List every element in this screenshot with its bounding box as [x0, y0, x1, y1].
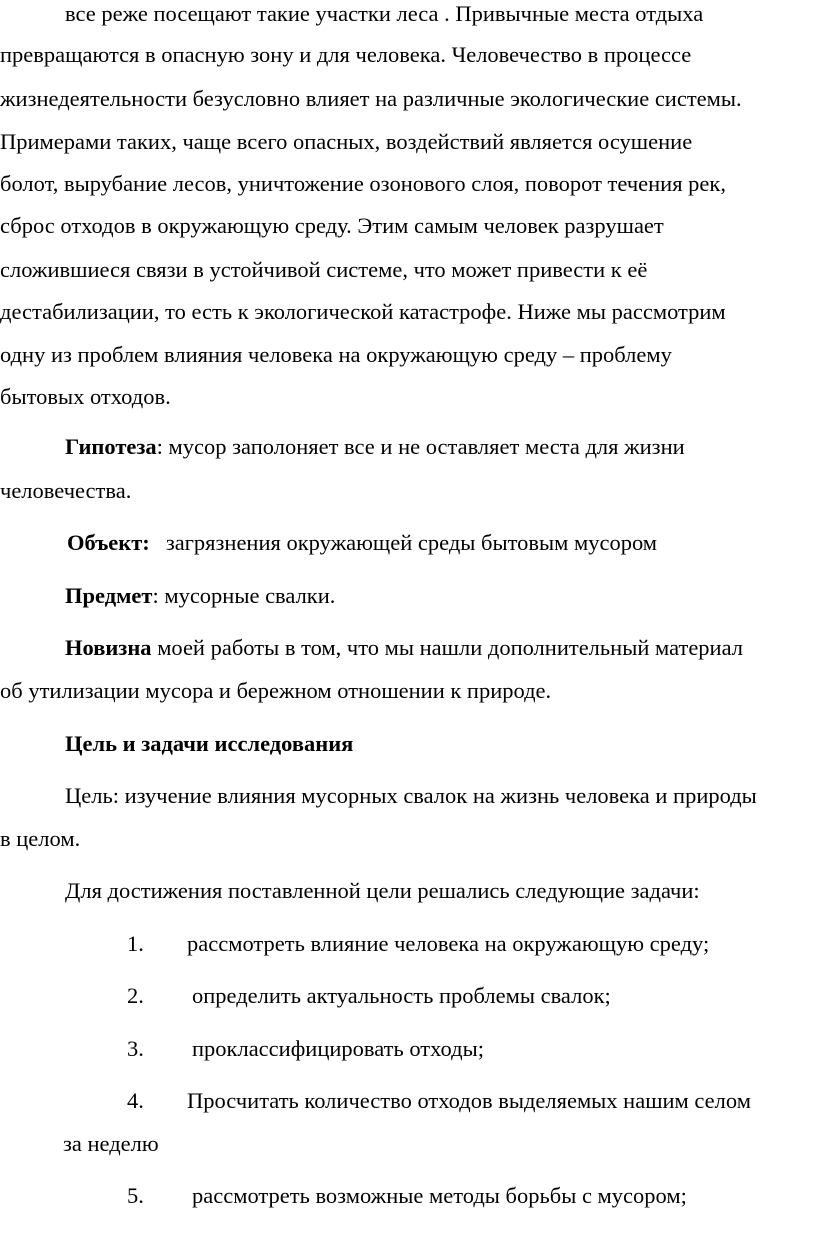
- task-number: 2.: [127, 983, 144, 1008]
- intro-line-2: превращаются в опасную зону и для человека. Человечество в процессе: [0, 42, 692, 67]
- task-text: проклассифицировать отходы;: [192, 1036, 484, 1061]
- tasks-intro: Для достижения поставленной цели решались следующие задачи:: [65, 878, 700, 903]
- goal-line-2: в целом.: [0, 826, 81, 851]
- hypothesis-continuation: человечества.: [0, 478, 132, 503]
- goal-line-1: Цель: изучение влияния мусорных свалок на жизнь человека и природы: [65, 783, 757, 808]
- intro-line-5: болот, вырубание лесов, уничтожение озонового слоя, поворот течения рек,: [0, 171, 726, 196]
- intro-line-6: сброс отходов в окружающую среду. Этим самым человек разрушает: [0, 213, 664, 238]
- intro-line-4: Примерами таких, чаще всего опасных, воздействий является осушение: [0, 129, 693, 154]
- goals-heading: Цель и задачи исследования: [65, 731, 354, 756]
- hypothesis-line: [65, 433, 685, 461]
- task-continuation: за неделю: [63, 1131, 159, 1156]
- task-number: 3.: [127, 1036, 144, 1061]
- intro-line-8: дестабилизации, то есть к экологической катастрофе. Ниже мы рассмотрим: [0, 299, 726, 324]
- intro-line-9: одну из проблем влияния человека на окружающую среду – проблему: [0, 342, 672, 367]
- task-text: рассмотреть влияние человека на окружающую среду;: [187, 931, 710, 956]
- object-line: [67, 529, 657, 557]
- task-number: 5.: [127, 1183, 144, 1208]
- novelty-continuation: об утилизации мусора и бережном отношении к природе.: [0, 678, 552, 703]
- task-text: Просчитать количество отходов выделяемых нашим селом: [187, 1088, 751, 1113]
- novelty-line: [65, 634, 743, 662]
- object-label: Объект:: [67, 530, 150, 555]
- task-number: 4.: [127, 1088, 144, 1113]
- subject-label: Предмет: [65, 583, 153, 608]
- task-number: 1.: [127, 931, 144, 956]
- subject-line: [65, 582, 335, 610]
- novelty-text: моей работы в том, что мы нашли дополнительный материал: [151, 635, 744, 660]
- intro-line-1: все реже посещают такие участки леса . Привычные места отдыха: [65, 1, 704, 26]
- object-text: загрязнения окружающей среды бытовым мусором: [165, 530, 658, 555]
- hypothesis-text: : мусор заполоняет все и не оставляет места для жизни: [156, 434, 685, 459]
- intro-line-10: бытовых отходов.: [0, 384, 171, 409]
- intro-line-7: сложившиеся связи в устойчивой системе, что может привести к её: [0, 257, 648, 282]
- task-text: определить актуальность проблемы свалок;: [192, 983, 611, 1008]
- subject-text: : мусорные свалки.: [152, 583, 336, 608]
- intro-line-3: жизнедеятельности безусловно влияет на различные экологические системы.: [0, 86, 742, 111]
- task-text: рассмотреть возможные методы борьбы с мусором;: [192, 1183, 687, 1208]
- hypothesis-label: Гипотеза: [65, 434, 157, 459]
- novelty-label: Новизна: [65, 635, 152, 660]
